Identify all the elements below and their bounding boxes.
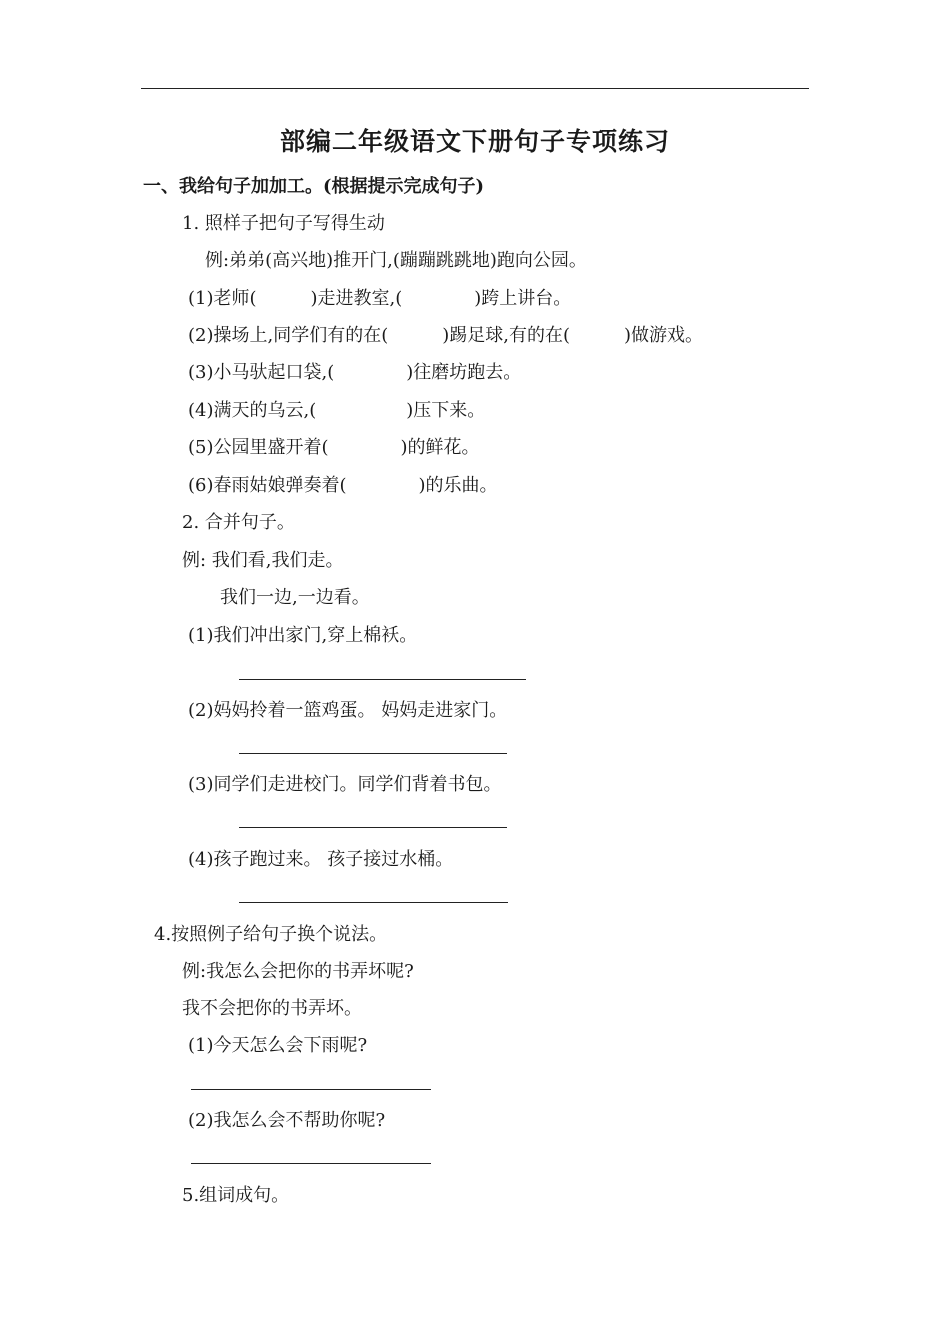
answer-line[interactable] (239, 902, 508, 903)
question-1-example: 例:弟弟(高兴地)推开门,(蹦蹦跳跳地)跑向公园。 (205, 250, 587, 271)
question-1-item: (2)操场上,同学们有的在( )踢足球,有的在( )做游戏。 (188, 325, 704, 346)
question-1-label: 1. 照样子把句子写得生动 (182, 213, 385, 234)
question-2-label: 2. 合并句子。 (182, 512, 295, 533)
question-4-item: (2)我怎么会不帮助你呢? (188, 1110, 386, 1131)
answer-line[interactable] (191, 1089, 431, 1090)
question-4-label: 4.按照例子给句子换个说法。 (154, 924, 388, 945)
answer-line[interactable] (239, 827, 507, 828)
question-2-item: (3)同学们走进校门。同学们背着书包。 (188, 774, 502, 795)
question-1-item: (4)满天的乌云,( )压下来。 (188, 400, 486, 421)
question-2-item: (2)妈妈拎着一篮鸡蛋。 妈妈走进家门。 (188, 700, 508, 721)
answer-line[interactable] (239, 753, 507, 754)
answer-line[interactable] (239, 679, 526, 680)
question-1-item: (1)老师( )走进教室,( )跨上讲台。 (188, 288, 572, 309)
answer-line[interactable] (191, 1163, 431, 1164)
question-1-item: (5)公园里盛开着( )的鲜花。 (188, 437, 480, 458)
question-4-item: (1)今天怎么会下雨呢? (188, 1035, 368, 1056)
question-1-item: (6)春雨姑娘弹奏着( )的乐曲。 (188, 475, 498, 496)
question-5-label: 5.组词成句。 (182, 1185, 290, 1206)
question-4-example: 例:我怎么会把你的书弄坏呢? (182, 961, 414, 982)
question-2-example-answer: 我们一边,一边看。 (220, 587, 370, 608)
section-heading: 一、我给句子加加工。(根据提示完成句子) (143, 176, 485, 197)
question-1-item: (3)小马驮起口袋,( )往磨坊跑去。 (188, 362, 522, 383)
page-title: 部编二年级语文下册句子专项练习 (279, 127, 670, 156)
question-2-item: (4)孩子跑过来。 孩子接过水桶。 (188, 849, 454, 870)
question-2-example: 例: 我们看,我们走。 (182, 550, 344, 571)
question-4-example-answer: 我不会把你的书弄坏。 (182, 998, 362, 1019)
header-rule (141, 88, 809, 89)
question-2-item: (1)我们冲出家门,穿上棉袄。 (188, 625, 418, 646)
